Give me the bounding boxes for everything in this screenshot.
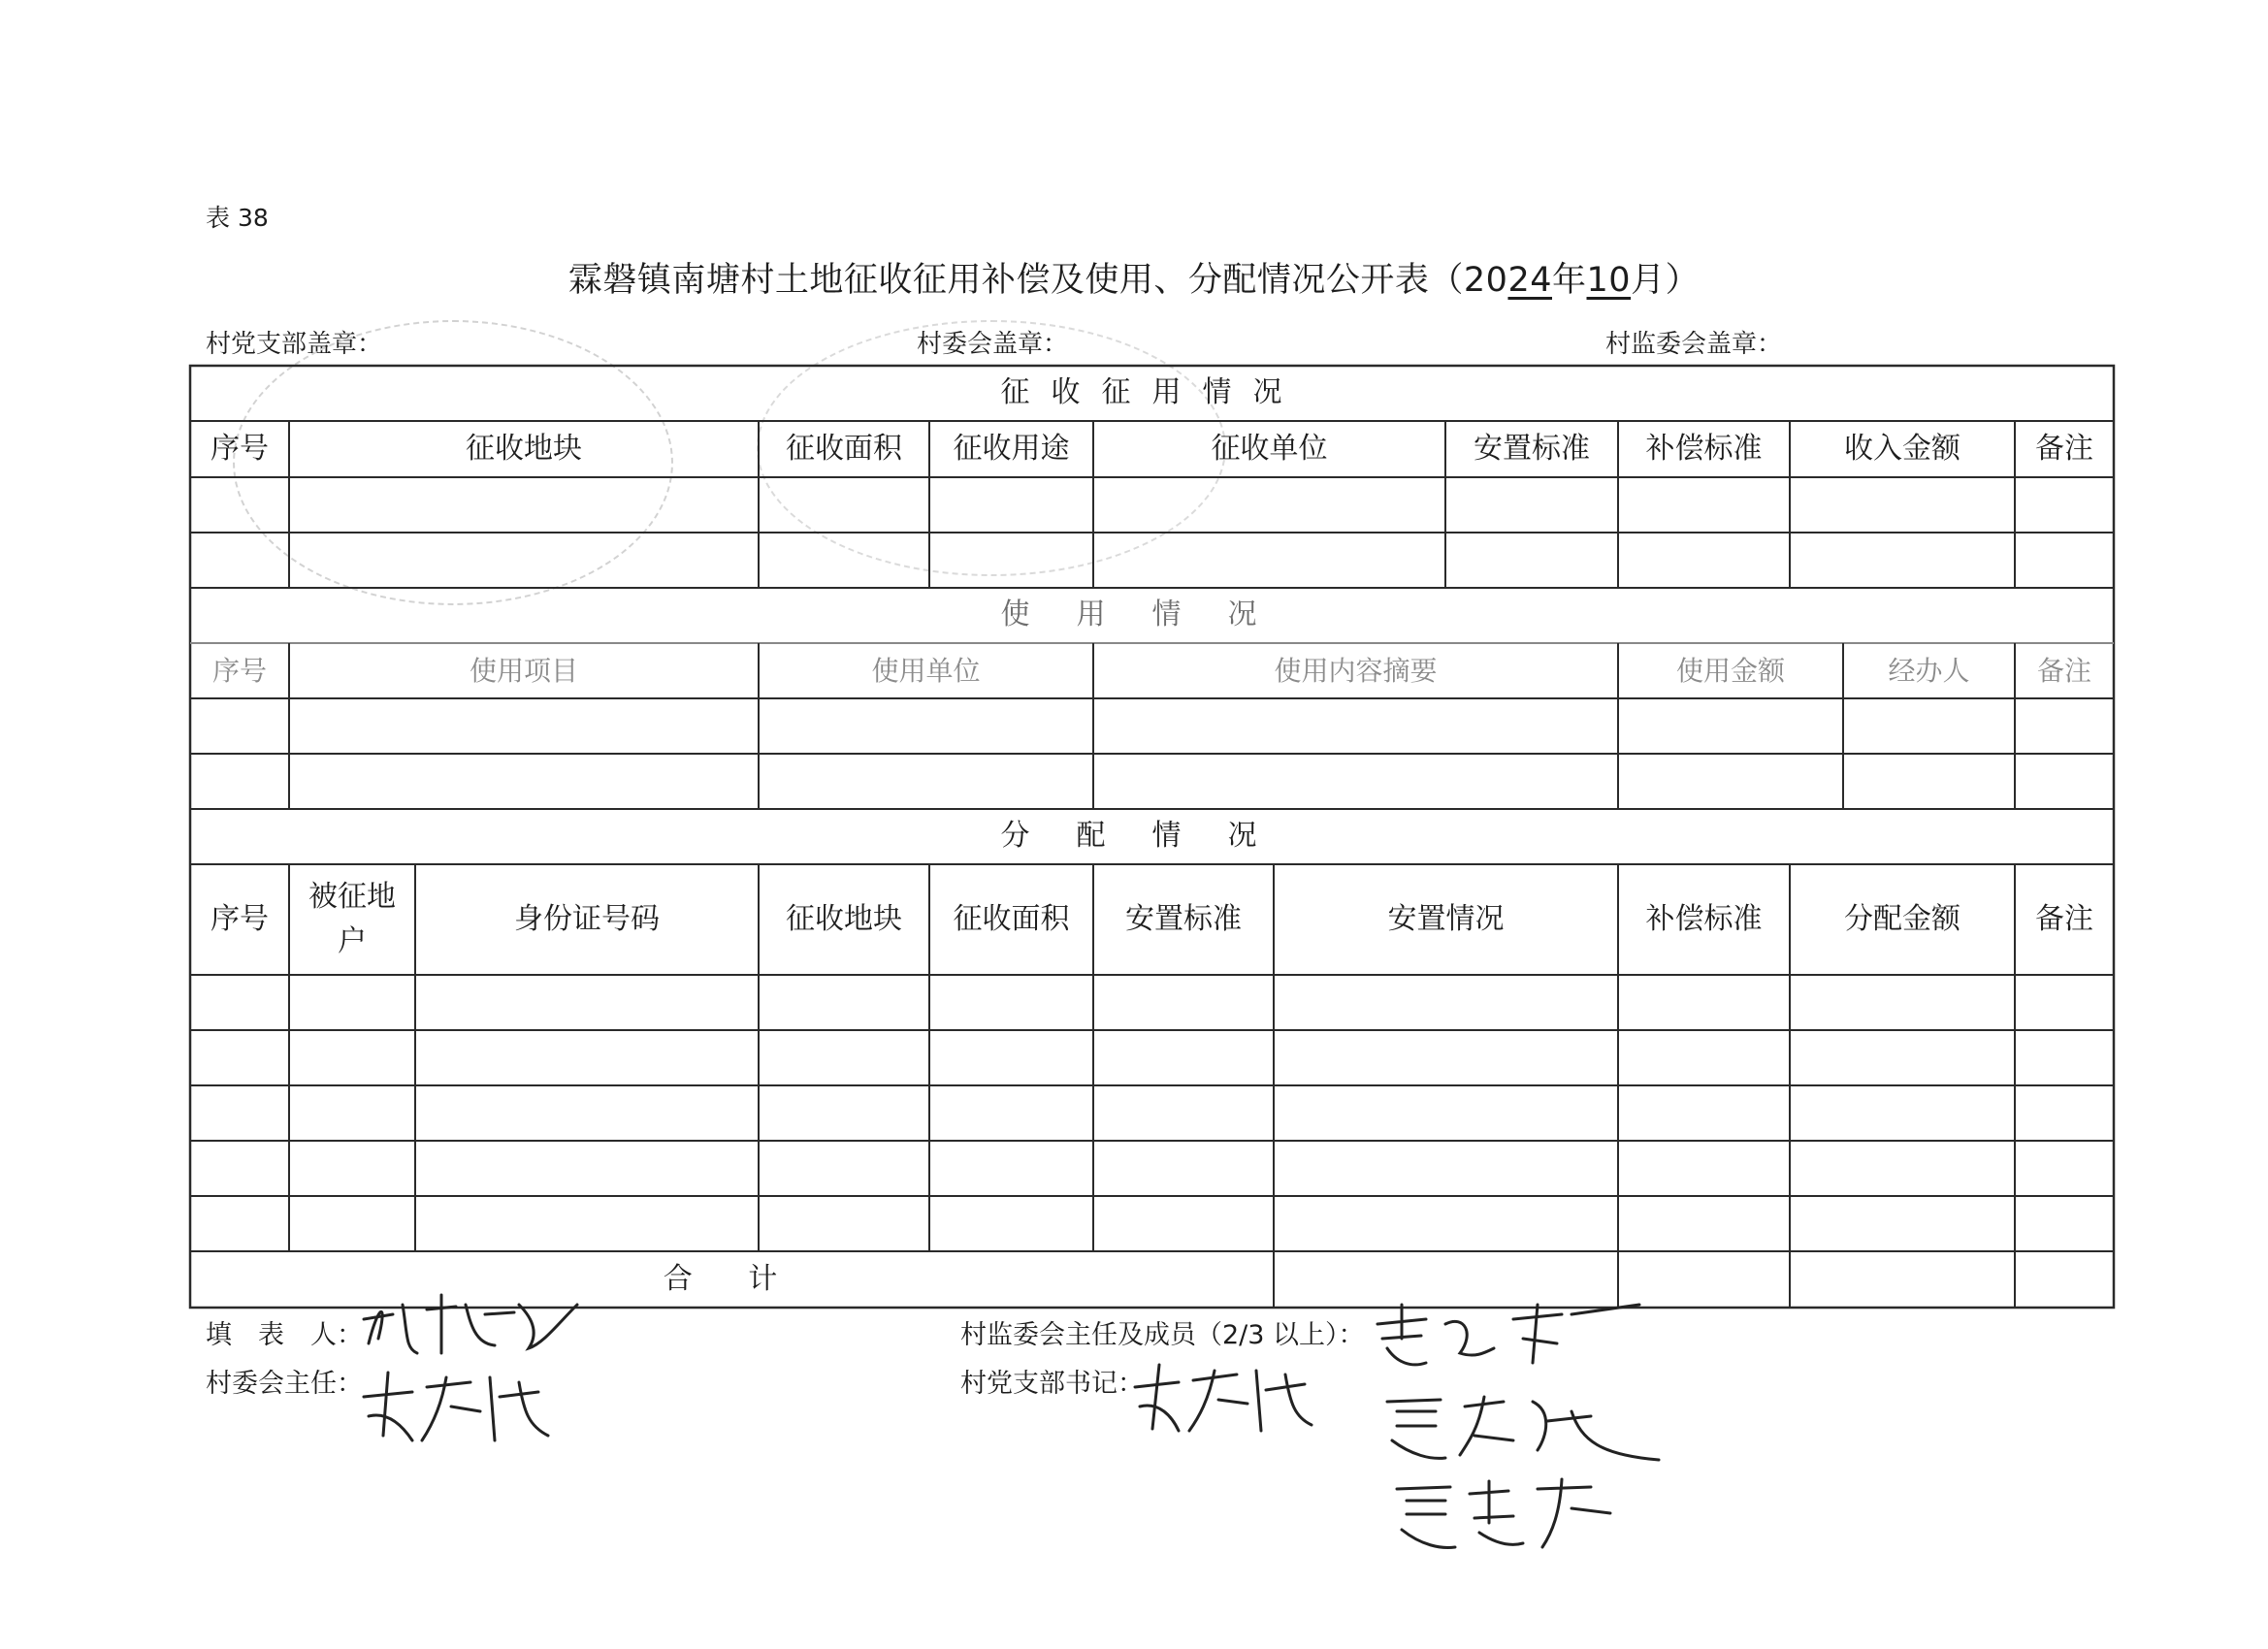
distribution-header-id-number: 身份证号码 [514, 901, 660, 936]
title-year-unit: 年 [1552, 261, 1587, 300]
supervision-members-label: 村监委会主任及成员（2/3 以上）： [960, 1320, 1365, 1350]
usage-header-summary: 使用内容摘要 [1274, 654, 1438, 687]
expropriation-header-serial: 序号 [211, 431, 269, 466]
distribution-section-title: 分配情况 [1000, 819, 1304, 854]
distribution-row [190, 975, 2114, 1030]
distribution-row [190, 1085, 2114, 1141]
expropriation-header-area: 征收面积 [786, 431, 902, 466]
usage-row [190, 754, 2114, 809]
distribution-header-amount: 分配金额 [1844, 901, 1960, 936]
distribution-header-serial: 序号 [211, 901, 269, 936]
supervision-seal-label: 村监委会盖章： [1605, 330, 1783, 359]
village-committee-seal-label: 村委会盖章： [917, 330, 1069, 359]
distribution-header-remarks: 备注 [2035, 901, 2093, 936]
title-suffix: 月） [1631, 261, 1701, 300]
usage-header-serial: 序号 [211, 654, 267, 687]
usage-header-remarks: 备注 [2036, 654, 2091, 687]
party-secretary-signature [1125, 1353, 1319, 1440]
expropriation-header-remarks: 备注 [2035, 431, 2093, 466]
party-branch-seal-label: 村党支部盖章： [206, 330, 383, 359]
distribution-row [190, 1030, 2114, 1085]
total-label: 合 计 [663, 1261, 801, 1296]
supervision-signature-3 [1387, 1470, 1620, 1562]
distribution-row [190, 1196, 2114, 1251]
usage-section-title: 使用情况 [1000, 598, 1304, 632]
expropriation-header-unit: 征收单位 [1211, 431, 1328, 466]
usage-header-unit: 使用单位 [871, 654, 981, 687]
expropriation-header-resettlement-standard: 安置标准 [1474, 431, 1590, 466]
expropriation-row [190, 533, 2114, 588]
usage-row [190, 698, 2114, 754]
distribution-header-area: 征收面积 [953, 901, 1070, 936]
distribution-header-resettlement-standard: 安置标准 [1125, 901, 1242, 936]
distribution-header-compensation-standard: 补偿标准 [1645, 901, 1763, 936]
distribution-header-household: 被征地户 [308, 879, 396, 958]
filler-signature [349, 1285, 592, 1363]
distribution-header-resettlement-status: 安置情况 [1387, 901, 1505, 936]
supervision-signature-1 [1368, 1295, 1649, 1377]
distribution-row [190, 1141, 2114, 1196]
expropriation-row [190, 477, 2114, 533]
usage-header-project: 使用项目 [469, 654, 578, 687]
title-prefix: 霖磐镇南塘村土地征收征用补偿及使用、分配情况公开表（20 [567, 261, 1508, 300]
expropriation-section-title: 征收征用情况 [1000, 375, 1304, 410]
usage-header-amount: 使用金额 [1675, 654, 1785, 687]
expropriation-header-purpose: 征收用途 [953, 431, 1070, 466]
usage-header-handler: 经办人 [1888, 654, 1970, 687]
expropriation-header-income: 收入金额 [1844, 431, 1960, 466]
supervision-signature-2 [1377, 1382, 1669, 1470]
distribution-header-plot: 征收地块 [786, 901, 902, 936]
party-secretary-label: 村党支部书记： [960, 1369, 1144, 1399]
title-year: 24 [1507, 261, 1552, 300]
table-number: 表 38 [206, 204, 269, 232]
expropriation-header-compensation-standard: 补偿标准 [1645, 431, 1763, 466]
director-label: 村委会主任： [206, 1369, 363, 1399]
director-signature [354, 1358, 567, 1450]
expropriation-header-plot: 征收地块 [466, 431, 582, 466]
title-month: 10 [1586, 261, 1632, 300]
filler-label: 填 表 人： [206, 1320, 363, 1350]
